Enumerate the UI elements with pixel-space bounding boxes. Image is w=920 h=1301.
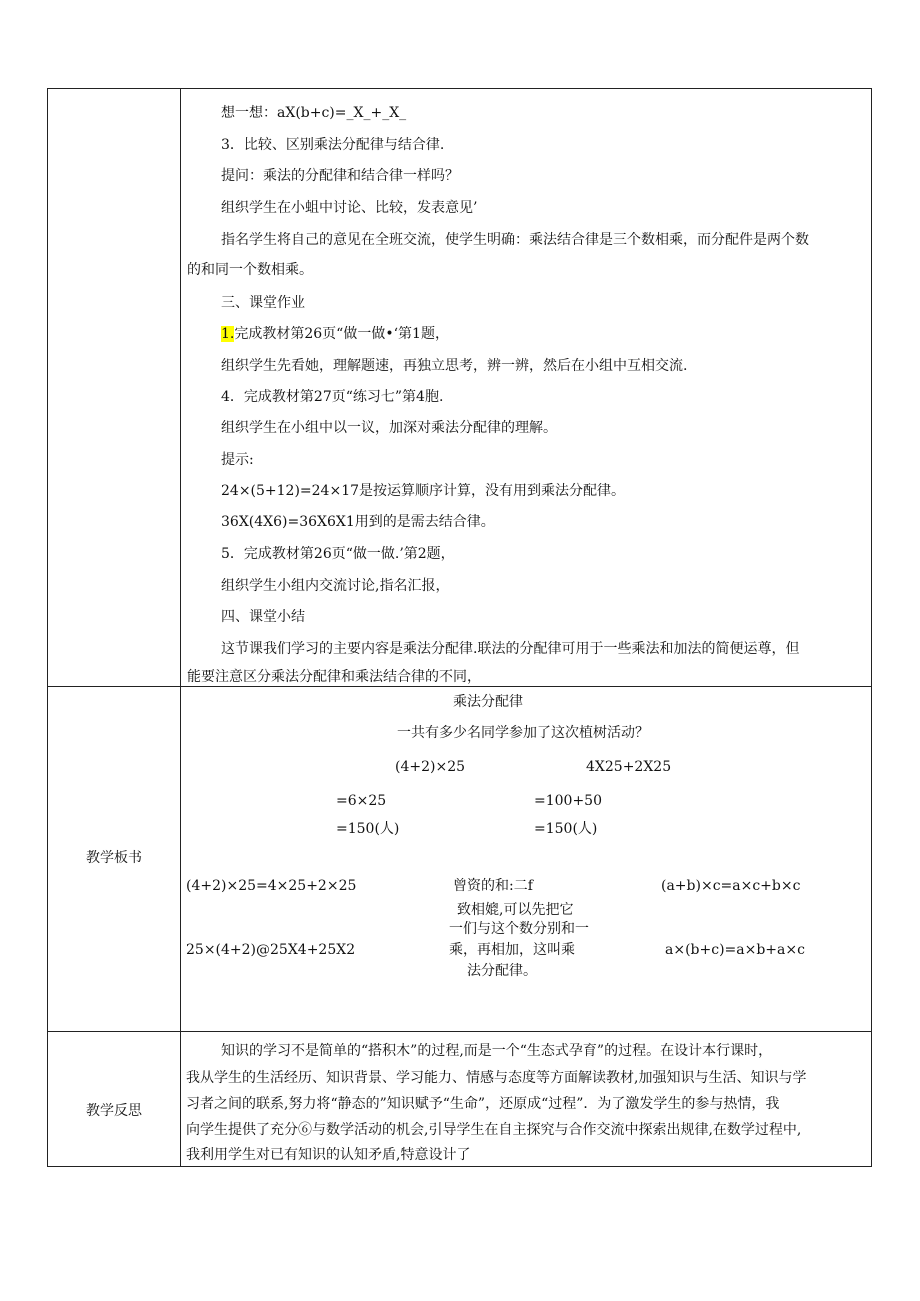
text-line: 提示: bbox=[221, 452, 254, 468]
row-blackboard bbox=[48, 687, 872, 1032]
section-heading: 四、课堂小结 bbox=[221, 609, 305, 625]
text-line: 习者之间的联系,努力将“静态的”知识赋予“生命”，还原成“过程”．为了激发学生的参与热情，我 bbox=[186, 1096, 780, 1112]
text-line: 组织学生在小蛆中讨论、比较，发表意见’ bbox=[221, 200, 478, 216]
blackboard-content bbox=[181, 687, 872, 1032]
text-line: 想一想：aX(b+c)=_X_+_X_ bbox=[221, 105, 407, 121]
explanation-line: 一们与这个数分别和一 bbox=[449, 921, 589, 937]
text-line: 36X(4X6)=36X6X1用到的是需去结合律。 bbox=[221, 514, 495, 530]
text-line: 5．完成教材第26页“做一做.’第2题， bbox=[221, 546, 455, 562]
explanation-line: 法分配律。 bbox=[467, 963, 537, 979]
formula-line: (a+b)×c=a×c+b×c bbox=[661, 878, 801, 894]
row-label-blackboard bbox=[48, 687, 181, 1032]
row-reflection bbox=[48, 1032, 872, 1167]
reflection-label: 教学反思 bbox=[86, 1103, 142, 1119]
board-question: 一共有多少名同学参加了这次植树活动？ bbox=[397, 725, 649, 741]
text-line: 的和同一个数相乘。 bbox=[187, 262, 313, 278]
equation-line: 25×(4+2)@25X4+25X2 bbox=[186, 942, 356, 958]
text-line: 能要注意区分乘法分配律和乘法结合律的不同， bbox=[187, 669, 481, 685]
text-line: 知识的学习不是简单的“搭积木”的过程,而是一个“生态式孕育”的过程。在设计本行课时， bbox=[221, 1043, 773, 1059]
text-line: 这节课我们学习的主要内容是乘法分配律.联法的分配律可用于一些乘法和加法的简便运尊，但 bbox=[221, 641, 800, 657]
explanation-line: 致相媲,可以先把它 bbox=[457, 902, 574, 918]
text-line: 24×(5+12)=24×17是按运算顺序计算，没有用到乘法分配律。 bbox=[221, 483, 626, 499]
text-line: 组织学生小组内交流讨论,指名汇报， bbox=[221, 578, 450, 594]
blackboard-label: 教学板书 bbox=[86, 850, 142, 866]
text-line: 指名学生将自己的意见在全班交流，使学生明确：乘法结合律是三个数相乘，而分配件是两个数 bbox=[221, 232, 809, 248]
right-calc-line: =150(人) bbox=[534, 821, 598, 837]
text-line: 组织学生在小组中以一议，加深对乘法分配律的理解。 bbox=[221, 420, 557, 436]
left-calc-line: =150(人) bbox=[336, 821, 400, 837]
text-line: 我从学生的生活经历、知识背景、学习能力、情感与态度等方面解读教材,加强知识与生活、知识与学 bbox=[186, 1070, 807, 1086]
section-heading: 三、课堂作业 bbox=[221, 295, 305, 311]
lesson-plan-table bbox=[47, 88, 872, 1167]
text-line: 组织学生先看她，理解题速，再独立思考，辨一辨，然后在小组中互相交流. bbox=[221, 358, 688, 374]
equation-line: (4+2)×25=4×25+2×25 bbox=[186, 878, 357, 894]
text-line: 提问：乘法的分配律和结合律一样吗？ bbox=[221, 168, 459, 184]
left-calc-line: (4+2)×25 bbox=[395, 759, 466, 775]
explanation-line: 乘，再相加，这叫乘 bbox=[449, 942, 575, 958]
text-line: 3．比较、区别乘法分配律与结合律. bbox=[221, 137, 445, 153]
text-line: 我利用学生对已有知识的认知矛盾,特意设计了 bbox=[186, 1147, 471, 1163]
board-title: 乘法分配律 bbox=[453, 694, 523, 710]
lesson-process-content bbox=[181, 89, 872, 687]
left-calc-line: =6×25 bbox=[336, 793, 387, 809]
explanation-line: 曾资的和:二f bbox=[453, 878, 533, 894]
right-calc-line: =100+50 bbox=[534, 793, 602, 809]
text-line: 向学生提供了充分⑥与数学活动的机会,引导学生在自主探究与合作交流中探索出规律,在数学过程中, bbox=[186, 1122, 802, 1138]
row-lesson-process bbox=[48, 89, 872, 687]
text-line: 4．完成教材第27页“练习七”第4胞. bbox=[221, 389, 444, 405]
row-label-reflection bbox=[48, 1032, 181, 1167]
formula-line: a×(b+c)=a×b+a×c bbox=[665, 942, 805, 958]
highlighted-number: 1. bbox=[221, 326, 235, 342]
row-label-empty bbox=[48, 89, 181, 687]
right-calc-line: 4X25+2X25 bbox=[586, 759, 672, 775]
text-line: 完成教材第26页“做一做•‘第1题， bbox=[234, 326, 449, 342]
reflection-content bbox=[181, 1032, 872, 1167]
